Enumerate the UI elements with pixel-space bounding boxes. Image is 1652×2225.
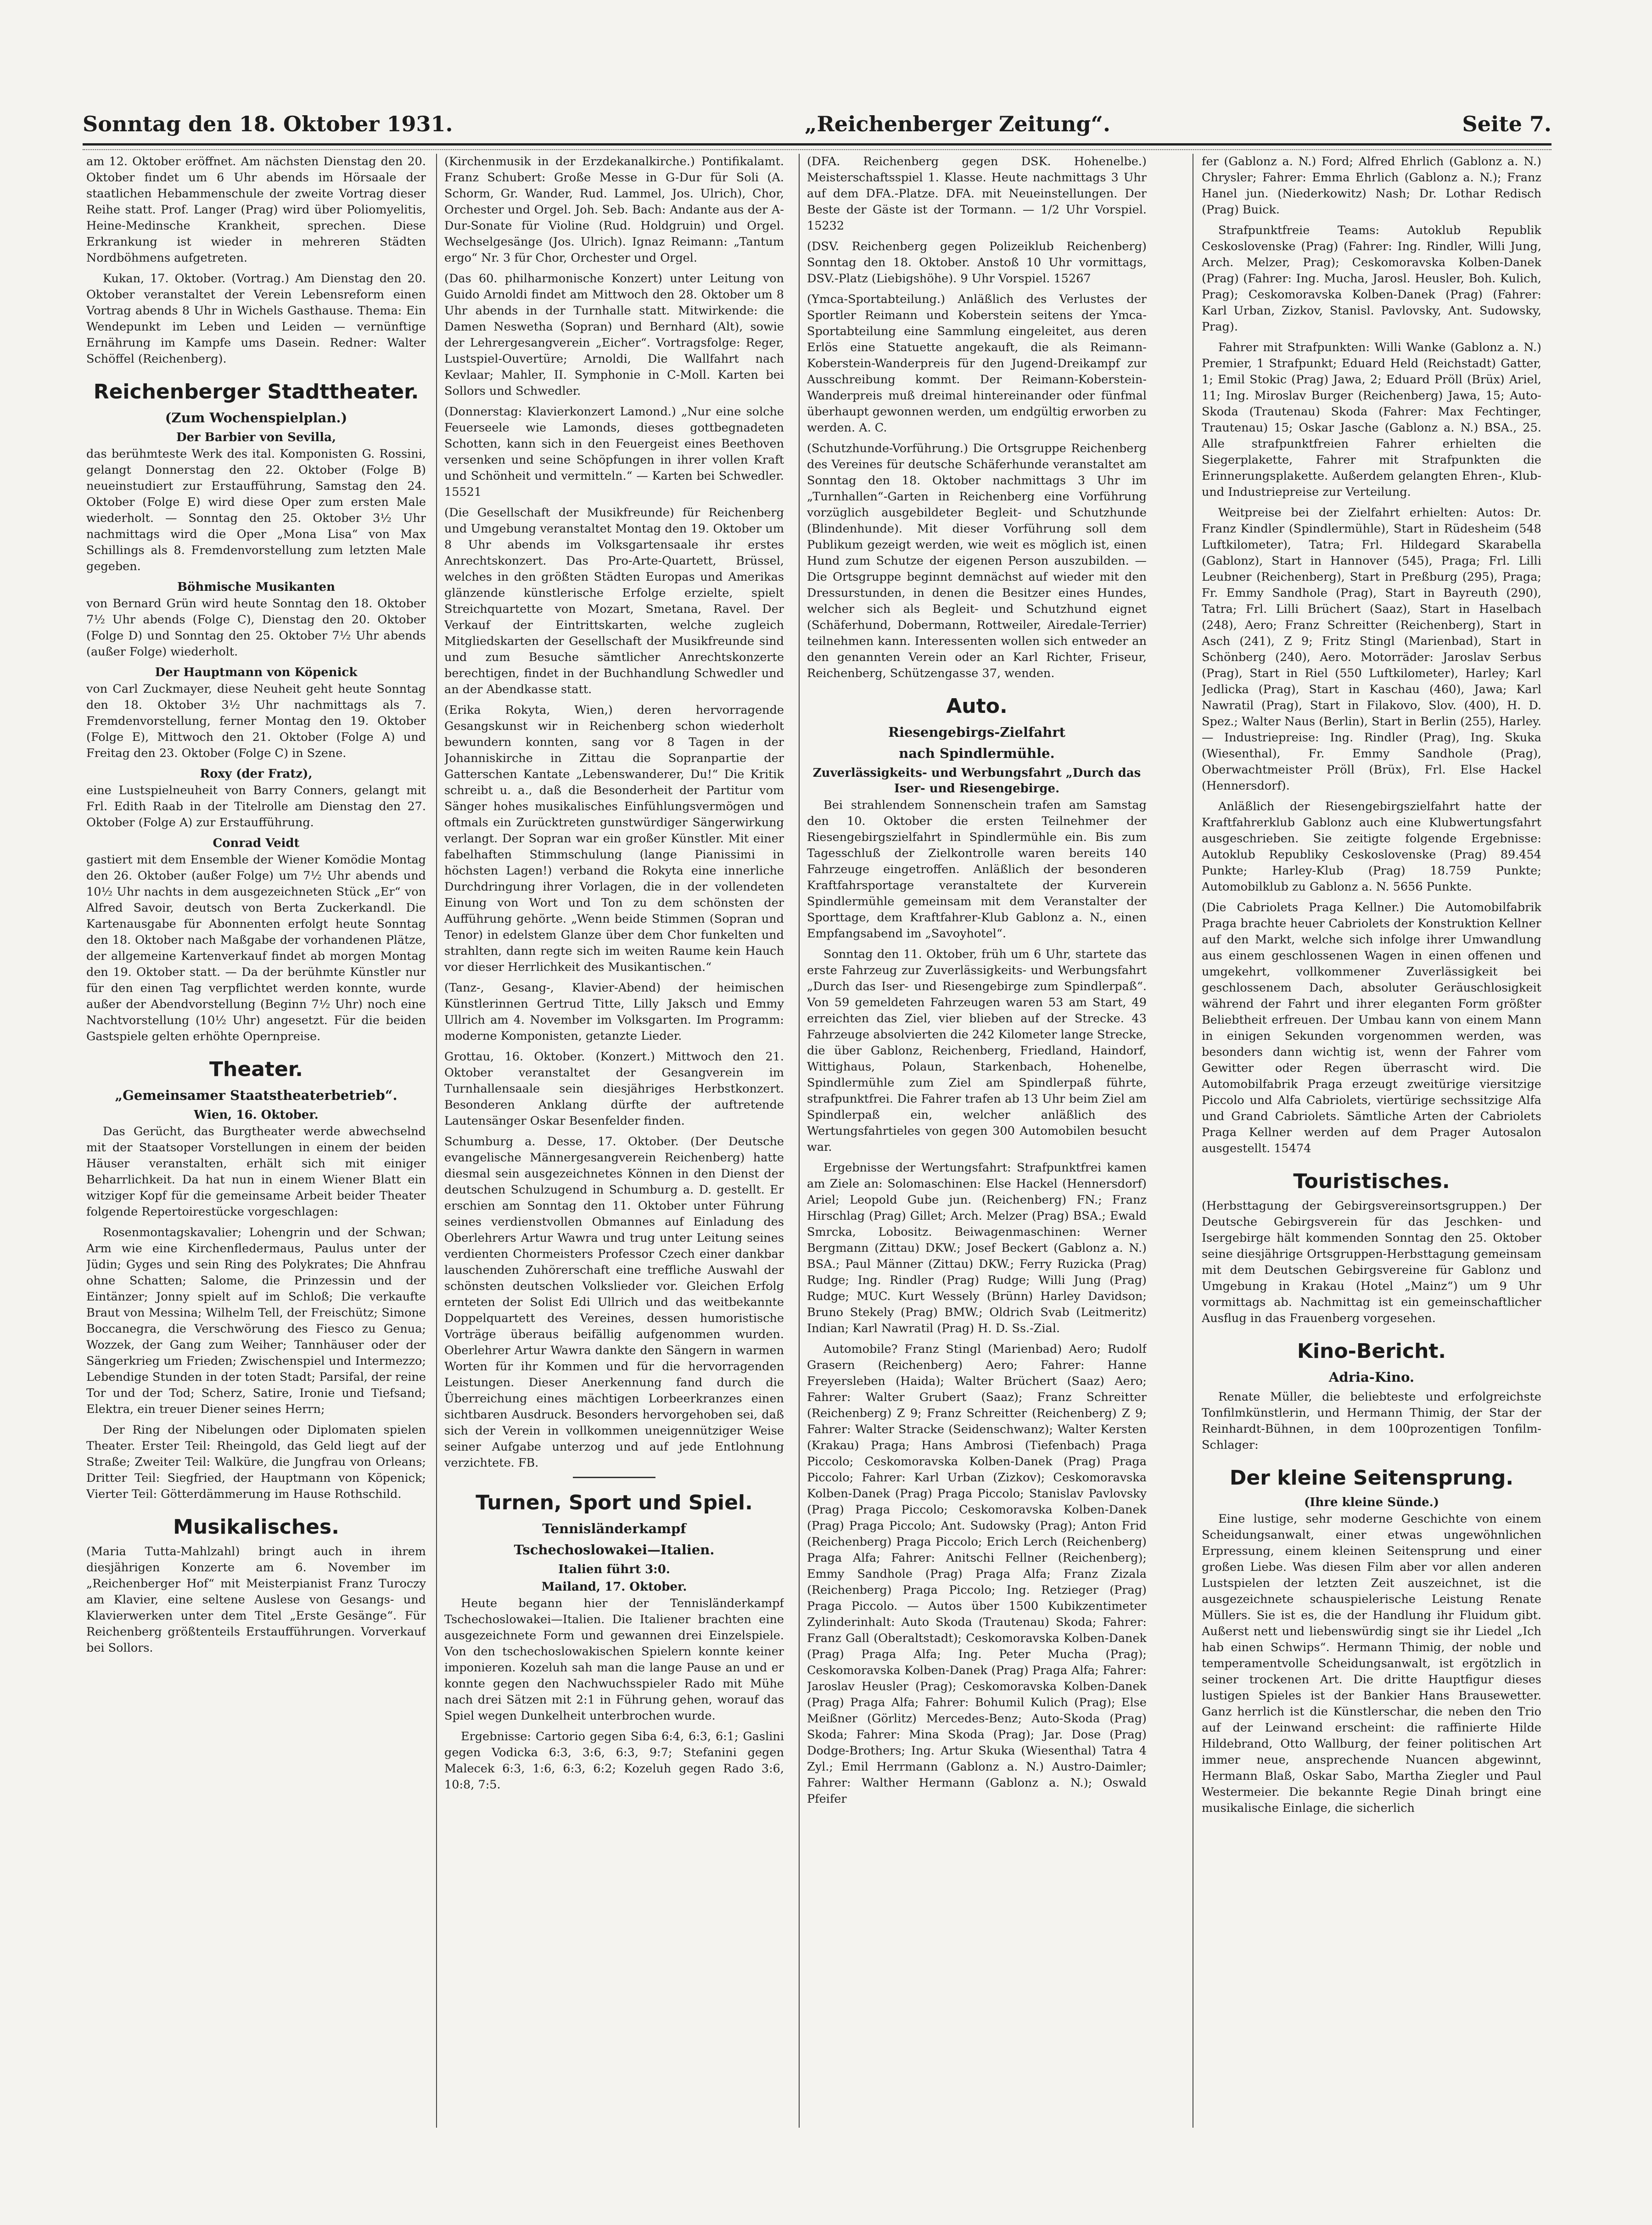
section-heading: Theater. (209, 1058, 303, 1081)
article-paragraph: (Die Cabriolets Praga Kellner.) Die Automobilfabrik Praga brachte heuer Cabriolets der Konstruktion Kellner auf den Markt, welche sich infolge ihrer Umwandlung aus einem geschlossenen Wagen in einen offenen und umgekehrt, vollkommener Zuverlässigkeit bei geschlossenem Dach, absoluter Geräuschlosigkeit während der Fahrt und ihrer eleganten Form größter Beliebtheit erfreuen. Der Umbau kann von einem Mann in einigen Sekunden vorgenommen werden, was besonders dann wichtig ist, wenn der Fahrer vom Gewitter oder Regen überrascht wird. Die Automobilfabrik Praga erzeugt zweitürige viersitzige Piccolo und Alfa Cabriolets, viertürige sechssitzige Alfa und Grand Cabriolets. Sämtliche Arten der Cabriolets Praga Kellner werden auf dem Prager Autosalon ausgestellt. 15474 (1202, 901, 1541, 1155)
article-paragraph: am 12. Oktober eröffnet. Am nächsten Dienstag den 20. Oktober findet um 6 Uhr abends im Hörsaale der staatlichen Hebammenschule der zweite Vortrag dieser Reihe statt. Prof. Langer (Prag) wird über Poliomyelitis, Heine-Medinsche Krankheit, sprechen. Diese Erkrankung ist wieder in mehreren Städten Nordböhmens aufgetreten. (86, 155, 426, 265)
article-paragraph: Grottau, 16. Oktober. (Konzert.) Mittwoch den 21. Oktober veranstaltet der Gesangverein im Turnhallensaale sein diesjähriges Herbstkonzert. Besonderen Anklang dürfte der auftretende Lautensänger Oskar Besenfelder finden. (444, 1050, 784, 1128)
article-paragraph: Schumburg a. Desse, 17. Oktober. (Der Deutsche evangelische Männergesangverein Reichenberg) hatte diesmal sein ausgezeichnetes Können in den Dienst der deutschen Schulzugend in Schumburg a. D. gestellt. Er erschien am Sonntag den 11. Oktober unter Führung seines verdienstvollen Obmannes auf Einladung des Oberlehrers Artur Wawra und trug unter Leitung seines verdienten Chormeisters Professor Czech einer dankbar lauschenden Zuhörerschaft eine treffliche Auswahl der schönsten deutschen Volkslieder vor. Gleichen Erfolg ernteten der Solist Edi Ullrich und das weitbekannte Doppelquartett des Vereines, dessen humoristische Vorträge überaus beifällig aufgenommen wurden. Oberlehrer Artur Wawra dankte den Sängern in warmen Worten für ihr Kommen und für die hervorragenden Leistungen. Dieser Anerkennung fand durch die Überreichung eines mächtigen Lorbeerkranzes einen sichtbaren Ausdruck. Besonders hervorgehoben sei, daß sich der Verein in vollkommen uneigennütziger Weise seiner Aufgabe unterzog und auf jede Entlohnung verzichtete. FB. (444, 1135, 784, 1470)
article-paragraph: Weitpreise bei der Zielfahrt erhielten: Autos: Dr. Franz Kindler (Spindlermühle), Start in Rüdesheim (548 Luftkilometer), Tatra; Frl. Hildegard Skarabella (Gablonz), Start in Hannover (545), Praga; Frl. Lilli Leubner (Reichenberg), Start in Preßburg (295), Praga; Fr. Emmy Sandhole (Prag), Start in Bayreuth (290), Tatra; Frl. Lilli Brüchert (Saaz), Start in Haselbach (248), Aero; Franz Schreitter (Reichenberg), Start in Asch (241), Z 9; Fritz Stingl (Marienbad), Start in Schönberg (240), Aero. Motorräder: Jaroslav Serbus (Prag), Start in Riel (550 Luftkilometer), Harley; Karl Jedlicka (Prag), Start in Kaschau (460), Jawa; Karl Nawratil (Prag), Start in Filakovo, Slov. (400), H. D. Spez.; Walter Naus (Berlin), Start in Berlin (255), Harley. — Industriepreise: Ing. Rindler (Prag), Ing. Skuka (Wiesenthal), Fr. Emmy Sandhole (Prag), Oberwachtmeister Pröll (Brüx), Frl. Else Hackel (Hennersdorf). (1202, 506, 1541, 793)
column-4 (1202, 154, 1541, 2141)
article-paragraph: das berühmteste Werk des ital. Komponisten G. Rossini, gelangt Donnerstag den 22. Oktober (Folge B) neueinstudiert zur Erstaufführung, Samstag den 24. Oktober (Folge E) wird diese Oper zum ersten Male wiederholt. — Sonntag den 25. Oktober 3½ Uhr nachmittags wird die Oper „Mona Lisa“ von Max Schillings als 8. Fremdenvorstellung zum letzten Male gegeben. (86, 447, 426, 573)
article-paragraph: Ergebnisse der Wertungsfahrt: Strafpunktfrei kamen am Ziele an: Solomaschinen: Else Hackel (Hennersdorf) Ariel; Leopold Gube jun. (Reichenberg) FN.; Franz Hirschlag (Prag) Gillet; Arch. Melzer (Prag) BSA.; Ewald Smrcka, Lobositz. Beiwagenmaschinen: Werner Bergmann (Zittau) DKW.; Josef Beckert (Gablonz a. N.) BSA.; Paul Männer (Zittau) DKW.; Ferry Ruzicka (Prag) Rudge; Ing. Rindler (Prag) Rudge; Willi Jung (Prag) Rudge; MUC. Kurt Wessely (Brünn) Harley Davidson; Bruno Stekely (Prag) BMW.; Oldrich Svab (Leitmeritz) Indian; Karl Nawratil (Prag) H. D. Ss.-Zial. (807, 1161, 1147, 1335)
article-paragraph: (Ymca-Sportabteilung.) Anläßlich des Verlustes der Sportler Reimann und Koberstein seitens der Ymca-Sportabteilung eine Sammlung eingeleitet, aus deren Erlös eine Statuette angekauft, die als Reimann-Koberstein-Wanderpreis für den Jugend-Dreikampf zur Ausschreibung kommt. Der Reimann-Koberstein-Wanderpreis muß dreimal hintereinander oder fünfmal überhaupt gewonnen werden, um endgültig erworben zu werden. A. C. (807, 292, 1147, 435)
article-paragraph: Ergebnisse: Cartorio gegen Siba 6:4, 6:3, 6:1; Gaslini gegen Vodicka 6:3, 3:6, 6:3, 9:7; Stefanini gegen Malecek 6:3, 1:6, 6:3, 6:2; Kozeluh gegen Rado 3:6, 10:8, 7:5. (444, 1730, 784, 1792)
article-paragraph: (Das 60. philharmonische Konzert) unter Leitung von Guido Arnoldi findet am Mittwoch den 28. Oktober um 8 Uhr abends in der Turnhalle statt. Mitwirkende: die Damen Neswetha (Sopran) und Bernhard (Alt), sowie der Lehrergesangverein „Eicher“. Vortragsfolge: Reger, Lustspiel-Ouvertüre; Arnoldi, Die Wallfahrt nach Kevlaar; Mahler, II. Symphonie in C-Moll. Karten bei Sollors und Schwedler. (444, 272, 784, 398)
article-paragraph: (Erika Rokyta, Wien,) deren hervorragende Gesangskunst wir in Reichenberg schon wiederholt bewundern konnten, sang vor 8 Tagen in der Johanniskirche in Zittau die Sopranpartie der Gatterschen Kantate „Lebenswanderer, Du!“ Die Kritik schreibt u. a., daß die Besonderheit der Partitur vom Sänger hohes musikalisches Einfühlungsvermögen und oftmals ein Zurücktreten gunstwürdiger Sängerwirkung verlangt. Der Sopran war ein großer Künstler. Mit einer fabelhaften Stimmschulung (lange Pianissimi in höchsten Lagen!) verband die Rokyta eine innerliche Durchdringung ihrer Vorlagen, die in der vollendeten Einung von Wort und Ton zu dem schönsten der Aufführung gehörte. „Wenn beide Stimmen (Sopran und Tenor) in edelstem Glanze über dem Chor funkelten und strahlten, dann regte sich im weiten Raume kein Hauch vor dieser Herrlichkeit des Musikantischen.“ (444, 703, 784, 974)
article-paragraph: Anläßlich der Riesengebirgszielfahrt hatte der Kraftfahrerklub Gablonz auch eine Klubwertungsfahrt ausgeschrieben. Sie zeitigte folgende Ergebnisse: Autoklub Republiky Ceskoslovenske (Prag) 89.454 Punkte; Harley-Klub (Prag) 18.759 Punkte; Automobilklub zu Gablonz a. N. 5656 Punkte. (1202, 800, 1541, 894)
header-rule (83, 143, 1551, 150)
item-heading: Der Barbier von Sevilla, (176, 431, 336, 444)
article-paragraph: von Bernard Grün wird heute Sonntag den 18. Oktober 7½ Uhr abends (Folge C), Dienstag den 20. Oktober (Folge D) und Sonntag den 25. Oktober 7½ Uhr abends (außer Folge) wiederholt. (86, 597, 426, 659)
column-divider (436, 154, 437, 2128)
section-separator (573, 1477, 655, 1478)
header-title: „Reichenberger Zeitung“. (805, 112, 1111, 136)
article-paragraph: (Kirchenmusik in der Erzdekanalkirche.) Pontifikalamt. Franz Schubert: Große Messe in G-Dur für Soli (A. Schorm, Gr. Wander, Rud. Lammel, Jos. Ulrich), Chor, Orchester und Orgel. Joh. Seb. Bach: Andante aus der A-Dur-Sonate für Violine (Rud. Holdgruin) und Orgel. Wechselgesänge (Jos. Ulrich). Ignaz Reimann: „Tantum ergo“ Nr. 3 für Chor, Orchester und Orgel. (444, 155, 784, 265)
article-paragraph: (Donnerstag: Klavierkonzert Lamond.) „Nur eine solche Feuerseele wie Lamonds, dieses gottbegnadeten Schotten, kann sich in den Feuergeist eines Beethoven versenken und seine Schöpfungen in ihrer vollen Kraft und Schönheit und vermitteln.“ — Karten bei Schwedler. 15521 (444, 405, 784, 499)
article-paragraph: fer (Gablonz a. N.) Ford; Alfred Ehrlich (Gablonz a. N.) Chrysler; Fahrer: Emma Ehrlich (Gablonz a. N.); Franz Hanel jun. (Niederkowitz) Nash; Dr. Lothar Redisch (Prag) Buick. (1202, 155, 1541, 217)
section-heading: Kino-Bericht. (1297, 1339, 1446, 1363)
section-heading: Turnen, Sport und Spiel. (476, 1491, 753, 1514)
section-subheading: nach Spindlermühle. (899, 745, 1055, 761)
column-2 (444, 154, 784, 2141)
repertoire-list: Rosenmontagskavalier; Lohengrin und der Schwan; Arm wie eine Kirchenfledermaus, Paulus unter der Jüdin; Gyges und sein Ring des Polykrates; Die Ahnfrau ohne Schatten; Salome, die Prinzessin und der Eintänzer; Jonny spielt auf im Schloß; Die verkaufte Braut von Messina; Wilhelm Tell, der Freischütz; Simone Boccanegra, die Verschwörung des Fiesco zu Genua; Wozzek, der Gang zum Weiher; Tannhäuser oder der Sängerkrieg um Frieden; Zwischenspiel und Intermezzo; Lebendige Stunden in der toten Stadt; Parsifal, der reine Tor und der Tod; Scherz, Satire, Ironie und Tiefsand; Elektra, ein treuer Diener seines Herrn; (86, 1226, 426, 1416)
item-heading: Zuverlässigkeits- und Werbungsfahrt „Durch das Iser- und Riesengebirge. (812, 766, 1141, 796)
article-paragraph: Heute begann hier der Tennisländerkampf Tschechoslowakei—Italien. Die Italiener brachten eine ausgezeichnete Form und gewannen drei Einzelspiele. Von den tschechoslowakischen Spielern konnte keiner imponieren. Kozeluh sah man die lange Pause an und er konnte gegen den Nachwuchsspieler Rado mit Mühe nach drei Sätzen mit 2:1 in Führung gehen, worauf das Spiel wegen Dunkelheit unterbrochen wurde. (444, 1597, 784, 1723)
item-heading: Der Hauptmann von Köpenick (155, 666, 358, 679)
section-subheading: Riesengebirgs-Zielfahrt (888, 724, 1066, 740)
section-heading: Touristisches. (1293, 1170, 1450, 1193)
dateline: Wien, 16. Oktober. (194, 1108, 319, 1122)
article-paragraph: (Schutzhunde-Vorführung.) Die Ortsgruppe Reichenberg des Vereines für deutsche Schäferhunde veranstaltet am Sonntag den 18. Oktober nachmittags 3 Uhr im „Turnhallen“-Garten in Reichenberg eine Vorführung vorzüglich ausgebildeter Begleit- und Schutzhunde (Blindenhunde). Mit dieser Vorführung soll dem Publikum gezeigt werden, wie weit es möglich ist, einen Hund zum Schutze der eigenen Person auszubilden. — Die Ortsgruppe beginnt demnächst auf wieder mit den Dressurstunden, in denen die Besitzer eines Hundes, welcher sich als Begleit- und Schutzhund eignet (Schäferhund, Dobermann, Rottweiler, Airedale-Terrier) teilnehmen kann. Interessenten wollen sich entweder an den genannten Verein oder an Karl Richter, Friseur, Reichenberg, Schützengasse 37, wenden. (807, 442, 1147, 680)
section-subheading: Adria-Kino. (1328, 1369, 1415, 1385)
article-paragraph: Kukan, 17. Oktober. (Vortrag.) Am Dienstag den 20. Oktober veranstaltet der Verein Lebensreform einen Vortrag abends 8 Uhr in Wichels Gasthause. Thema: Ein Wendepunkt im Leben und Leiden — vernünftige Ernährung im Kampfe ums Dasein. Redner: Walter Schöffel (Reichenberg). (86, 272, 426, 366)
article-paragraph: Der Ring der Nibelungen oder Diplomaten spielen Theater. Erster Teil: Rheingold, das Geld liegt auf der Straße; Zweiter Teil: Walküre, die Jungfrau von Orleans; Dritter Teil: Siegfried, der Hauptmann von Köpenick; Vierter Teil: Götterdämmerung im Hause Rothschild. (86, 1423, 426, 1501)
item-heading: Böhmische Musikanten (177, 580, 335, 594)
section-subheading: Tennisländerkampf (542, 1521, 686, 1536)
article-paragraph: Automobile? Franz Stingl (Marienbad) Aero; Rudolf Grasern (Reichenberg) Aero; Fahrer: Hanne Freyersleben (Haida); Walter Brüchert (Saaz) Aero; Fahrer: Walter Grubert (Saaz); Franz Schreitter (Reichenberg) Z 9; Franz Schreitter (Reichenberg) Z 9; Fahrer: Walter Stracke (Seidenschwanz); Walter Kersten (Krakau) Praga; Hans Ambrosi (Tiefenbach) Praga Piccolo; Ceskomoravska Kolben-Danek (Prag) Praga Piccolo; Fahrer: Karl Urban (Zizkov); Ceskomoravska Kolben-Danek (Prag) Praga Piccolo; Stanislav Pavlovsky (Prag) Praga Piccolo; Ceskomoravska Kolben-Danek (Prag) Praga Piccolo; Ant. Sudowsky (Prag); Anton Frid (Reichenberg) Praga Piccolo; Erich Lerch (Reichenberg) Praga Alfa; Fahrer: Anitschi Fellner (Reichenberg); Emmy Sandhole (Prag) Praga Alfa; Franz Zizala (Reichenberg) Praga Piccolo; Ing. Retzieger (Prag) Praga Piccolo. — Autos über 1500 Kubikzentimeter Zylinderinhalt: Auto Skoda (Trautenau) Skoda; Fahrer: Franz Gall (Oberaltstadt); Ceskomoravska Kolben-Danek (Prag) Praga Alfa; Ing. Peter Mucha (Prag); Ceskomoravska Kolben-Danek (Prag) Praga Alfa; Fahrer: Jaroslav Heusler (Prag); Ceskomoravska Kolben-Danek (Prag) Praga Alfa; Fahrer: Bohumil Kulich (Prag); Else Meißner (Görlitz) Mercedes-Benz; Auto-Skoda (Prag) Skoda; Fahrer: Mina Skoda (Prag); Jar. Dose (Prag) Dodge-Brothers; Ing. Artur Skuka (Wiesenthal) Tatra 4 Zyl.; Emil Herrmann (Gablonz a. N.) Austro-Daimler; Fahrer: Walther Hermann (Gablonz a. N.); Oswald Pfeifer (807, 1342, 1147, 1806)
article-paragraph: Renate Müller, die beliebteste und erfolgreichste Tonfilmkünstlerin, und Hermann Thimig, der Star der Reinhardt-Bühnen, in dem 100prozentigen Tonfilm-Schlager: (1202, 1390, 1541, 1452)
article-paragraph: Eine lustige, sehr moderne Geschichte von einem Scheidungsanwalt, einer etwas ungewöhnlichen Erpressung, einem kleinen Seitensprung und einer großen Liebe. Was diesen Film aber vor allen anderen Lustspielen der letzten Zeit auszeichnet, ist die ausgezeichnete schauspielerische Leistung Renate Müllers. Sie ist es, die der Handlung ihr Fluidum gibt. Außerst nett und liebenswürdig singt sie ihr Liedel „Ich hab einen Schwips“. Hermann Thimig, der noble und temperamentvolle Scheidungsanwalt, ist ergötzlich in seiner trockenen Art. Die dritte Hauptfigur dieses lustigen Spieles ist der Bankier Hans Brausewetter. Ganz herrlich ist die Künstlerschar, die neben den Trio auf der Leinwand erscheint: die raffinierte Hilde Hildebrand, Otto Wallburg, der feiner politischen Art immer neue, ansprechende Nuancen abgewinnt, Hermann Blaß, Oskar Sabo, Martha Ziegler und Paul Westermeier. Die bekannte Regie Dinah bringt eine musikalische Einlage, die sicherlich (1202, 1512, 1541, 1815)
page-header (83, 106, 1551, 142)
header-page-number: Seite 7. (1462, 112, 1551, 136)
section-heading: Auto. (946, 695, 1008, 718)
article-paragraph: (DSV. Reichenberg gegen Polizeiklub Reichenberg) Sonntag den 18. Oktober. Anstoß 10 Uhr vormittags, DSV.-Platz (Liebigshöhe). 9 Uhr Vorspiel. 15267 (807, 240, 1147, 286)
article-paragraph: von Carl Zuckmayer, diese Neuheit geht heute Sonntag den 18. Oktober 3½ Uhr nachmittags als 7. Fremdenvorstellung, ferner Montag den 19. Oktober (Folge E), Mittwoch den 21. Oktober (Folge A) und Freitag den 23. Oktober (Folge C) in Szene. (86, 682, 426, 760)
dateline: Mailand, 17. Oktober. (541, 1580, 687, 1594)
article-paragraph: (Maria Tutta-Mahlzahl) bringt auch in ihrem diesjährigen Konzerte am 6. November im „Reichenberger Hof“ mit Meisterpianist Franz Turoczy am Klavier, eine seltene Auslese von Gesangs- und Klavierwerken unter dem Titel „Erste Gesänge“. Für Reichenberg größtenteils Erstaufführungen. Vorverkauf bei Sollors. (86, 1545, 426, 1655)
film-subtitle: (Ihre kleine Sünde.) (1304, 1496, 1439, 1509)
item-heading: Roxy (der Fratz), (200, 767, 313, 781)
header-date: Sonntag den 18. Oktober 1931. (83, 112, 453, 136)
item-heading: Conrad Veidt (213, 836, 300, 850)
article-paragraph: Sonntag den 11. Oktober, früh um 6 Uhr, startete das erste Fahrzeug zur Zuverlässigkeits- und Werbungsfahrt „Durch das Iser- und Riesengebirge zum Spindlerpaß“. Von 59 gemeldeten Fahrzeugen waren 53 am Start, 49 erreichten das Ziel, vier blieben auf der Strecke. 43 Fahrzeuge absolvierten die 242 Kilometer lange Strecke, die über Gablonz, Reichenberg, Friedland, Haindorf, Wittighaus, Polaun, Starkenbach, Hohenelbe, Spindlermühle zum Ziel am Spindlerpaß führte, strafpunktfrei. Die Fahrer trafen ab 13 Uhr beim Ziel am Spindlerpaß ein, welcher anläßlich des Wertungsfahrtieles von gegen 300 Automobilen besucht war. (807, 947, 1147, 1154)
article-paragraph: Strafpunktfreie Teams: Autoklub Republik Ceskoslovenske (Prag) (Fahrer: Ing. Rindler, Willi Jung, Arch. Melzer, Prag); Ceskomoravska Kolben-Danek (Prag) (Fahrer: Ing. Mucha, Jarosl. Heusler, Boh. Kulich, Prag); Ceskomoravska Kolben-Danek (Prag) (Fahrer: Karl Urban, Zizkov, Stanisl. Pavlovsky, Ant. Sudowsky, Prag). (1202, 224, 1541, 334)
article-paragraph: Bei strahlendem Sonnenschein trafen am Samstag den 10. Oktober die ersten Teilnehmer der Riesengebirgszielfahrt in Spindlermühle ein. Bis zum Tagesschluß der Zielkontrolle waren bereits 140 Fahrzeuge eingetroffen. Anläßlich der besonderen Kraftfahrsportage veranstaltete der Kurverein Spindlermühle gemeinsam mit dem Veranstalter der Sporttage, dem Kraftfahrer-Klub Gablonz a. N., einen Empfangsabend im „Savoyhotel“. (807, 798, 1147, 941)
column-divider (799, 154, 800, 2128)
article-paragraph: (Die Gesellschaft der Musikfreunde) für Reichenberg und Umgebung veranstaltet Montag den 19. Oktober um 8 Uhr abends im Volksgartensaale ihr erstes Anrechtskonzert. Das Pro-Arte-Quartett, Brüssel, welches in den größten Städten Europas und Amerikas glänzende künstlerische Erfolge erzielte, spielt Streichquartette von Mozart, Smetana, Ravel. Der Verkauf der Eintrittskarten, welche zugleich Mitgliedskarten der Gesellschaft der Musikfreunde sind und zum Besuche sämtlicher Anrechtskonzerte berechtigen, findet in der Buchhandlung Schwedler und an der Abendkasse statt. (444, 506, 784, 696)
section-subheading: (Zum Wochenspielplan.) (165, 410, 347, 426)
item-heading: Italien führt 3:0. (558, 1563, 670, 1576)
article-paragraph: Fahrer mit Strafpunkten: Willi Wanke (Gablonz a. N.) Premier, 1 Strafpunkt; Eduard Held (Reichstadt) Gatter, 1; Emil Stokic (Prag) Jawa, 2; Eduard Pröll (Brüx) Ariel, 11; Ing. Miroslav Burger (Reichenberg) Jawa, 15; Auto-Skoda (Trautenau) Skoda (Fahrer: Max Fechtinger, Trautenau) 15; Oskar Jasche (Gablonz a. N.) BSA., 25. Alle strafpunktfreien Fahrer erhielten die Siegerplakette, Fahrer mit Strafpunkten die Erinnerungsplakette. Außerdem gelangten Ehren-, Klub- und Industriepreise zur Verteilung. (1202, 341, 1541, 499)
article-paragraph: (Herbsttagung der Gebirgsvereinsortsgruppen.) Der Deutsche Gebirgsverein für das Jeschken- und Isergebirge hält kommenden Sonntag den 25. Oktober seine diesjährige Ortsgruppen-Herbsttagung gemeinsam mit dem Deutschen Gebirgsvereine für Gablonz und Umgebung in Krakau (Hotel „Mainz“) um 9 Uhr vormittags ab. Nachmittag ist ein gemeinschaftlicher Ausflug in das Frauenberg vorgesehen. (1202, 1199, 1541, 1325)
column-3 (807, 154, 1147, 2141)
section-subheading: „Gemeinsamer Staatstheaterbetrieb“. (115, 1087, 398, 1103)
column-1 (86, 154, 426, 2141)
film-title: Der kleine Seitensprung. (1229, 1466, 1514, 1490)
article-paragraph: gastiert mit dem Ensemble der Wiener Komödie Montag den 26. Oktober (außer Folge) um 7½ Uhr abends und 10½ Uhr nachts in dem ausgezeichneten Stück „Er“ von Alfred Savoir, deutsch von Berta Zuckerkandl. Die Kartenausgabe für Abonnenten erfolgt heute Sonntag den 18. Oktober nach Maßgabe der vorhandenen Plätze, der allgemeine Kartenverkauf findet ab morgen Montag den 19. Oktober statt. — Da der berühmte Künstler nur für den einen Tag verpflichtet werden konnte, wurde außer der Abendvorstellung (Beginn 7½ Uhr) noch eine Nachtvorstellung (10½ Uhr) angesetzt. Für die beiden Gastspiele gelten erhöhte Opernpreise. (86, 853, 426, 1043)
section-heading: Reichenberger Stadttheater. (93, 380, 419, 404)
section-heading: Musikalisches. (173, 1515, 339, 1539)
article-paragraph: (Tanz-, Gesang-, Klavier-Abend) der heimischen Künstlerinnen Gertrud Titte, Lilly Jaksch und Emmy Ullrich am 4. November im Volksgarten. Im Programm: moderne Komponisten, getanzte Lieder. (444, 981, 784, 1043)
article-paragraph: eine Lustspielneuheit von Barry Conners, gelangt mit Frl. Edith Raab in der Titelrolle am Dienstag den 27. Oktober (Folge A) zur Erstaufführung. (86, 784, 426, 829)
page-margin (0, 2158, 1652, 2225)
article-paragraph: (DFA. Reichenberg gegen DSK. Hohenelbe.) Meisterschaftsspiel 1. Klasse. Heute nachmittags 3 Uhr auf dem DFA.-Platze. DFA. mit Neueinstellungen. Der Beste der Gäste ist der Tormann. — 1/2 Uhr Vorspiel. 15232 (807, 155, 1147, 233)
article-paragraph: Das Gerücht, das Burgtheater werde abwechselnd mit der Staatsoper Vorstellungen in einem der beiden Häuser veranstalten, erhält sich mit einiger Beharrlichkeit. Da hat nun in einem Wiener Blatt ein witziger Kopf für die gemeinsame Arbeit beider Theater folgende Repertoirestücke vorgeschlagen: (86, 1125, 426, 1219)
section-subheading: Tschechoslowakei—Italien. (514, 1542, 715, 1558)
